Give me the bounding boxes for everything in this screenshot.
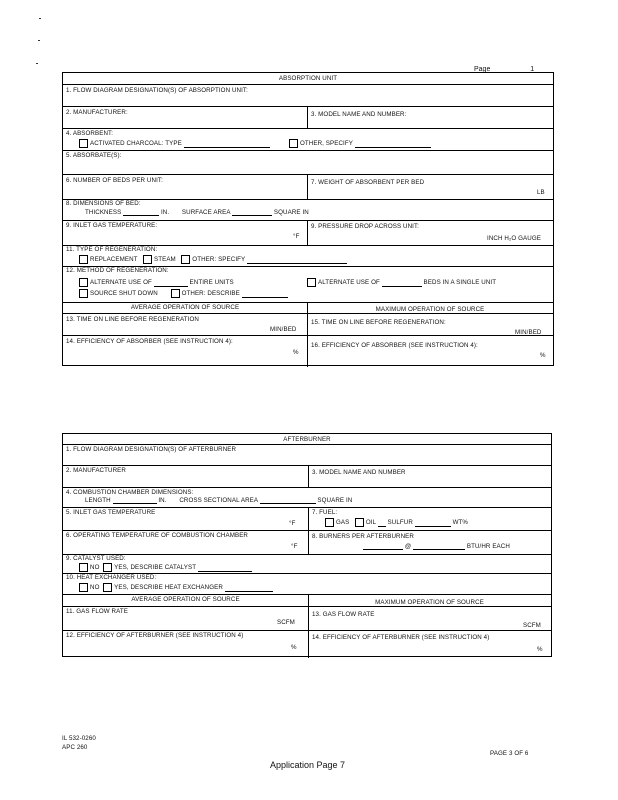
absorption-bed-dimensions: 8. DIMENSIONS OF BED: (66, 200, 141, 207)
sulfur-label: SULFUR (387, 519, 413, 527)
heat-exchanger-yes-checkbox[interactable] (103, 583, 112, 592)
form-number: IL 532-0260 (62, 735, 96, 742)
burners-count-input[interactable] (363, 543, 403, 550)
absorption-inlet-temp[interactable]: 9. INLET GAS TEMPERATURE: (66, 222, 158, 229)
alternate-units-label: ALTERNATE USE OF (90, 279, 152, 287)
max-time-unit: MIN/BED (515, 329, 542, 336)
afterburner-title: AFTERBURNER (283, 436, 331, 443)
absorbent-other-input[interactable] (355, 141, 431, 148)
catalyst-yes-checkbox[interactable] (103, 563, 112, 572)
scan-speck (39, 18, 41, 19)
method-other-checkbox[interactable] (171, 289, 180, 298)
afterburner-form (62, 433, 552, 657)
absorption-manufacturer[interactable]: 2. MANUFACTURER: (66, 109, 128, 116)
absorption-regeneration-type: 11. TYPE OF REGENERATION: (66, 246, 158, 253)
replacement-checkbox[interactable] (79, 255, 88, 264)
fuel-gas-label: GAS (336, 519, 350, 527)
absorption-absorbent: 4. ABSORBENT: (66, 130, 114, 137)
afterburner-field-1[interactable]: 1. FLOW DIAGRAM DESIGNATION(S) OF AFTERBURNER (66, 446, 237, 453)
absorption-avg-time-online[interactable]: 13. TIME ON LINE BEFORE REGENERATION (66, 316, 199, 323)
avg-efficiency-unit: % (293, 349, 299, 356)
avg-time-unit: MIN/BED (270, 326, 297, 333)
afterburner-model[interactable]: 3. MODEL NAME AND NUMBER (312, 469, 406, 476)
bed-dimensions-row (85, 209, 309, 216)
afterburner-max-efficiency-unit: % (537, 646, 543, 653)
operating-temp-unit: °F (291, 543, 298, 550)
burners-btu-input[interactable] (413, 543, 465, 550)
steam-checkbox[interactable] (143, 255, 152, 264)
afterburner-heat-exchanger: 10. HEAT EXCHANGER USED: (66, 574, 157, 581)
shutdown-row (79, 289, 288, 298)
absorption-max-efficiency[interactable]: 16. EFFICIENCY OF ABSORBER (SEE INSTRUCTION 4): (311, 342, 478, 349)
alternate-beds-label: ALTERNATE USE OF (318, 279, 380, 287)
steam-label: STEAM (153, 256, 176, 264)
max-efficiency-unit: % (540, 352, 546, 359)
absorption-absorbate[interactable]: 5. ABSORBATE(S): (66, 152, 122, 159)
scan-speck (38, 40, 40, 41)
surface-area-unit: SQUARE IN (273, 209, 309, 216)
regeneration-other-label: OTHER: SPECIFY (192, 256, 246, 264)
length-unit: IN. (158, 497, 167, 504)
afterburner-manufacturer[interactable]: 2. MANUFACTURER (66, 467, 126, 474)
activated-charcoal-checkbox[interactable] (79, 139, 88, 148)
afterburner-inlet-temp-unit: °F (289, 520, 296, 527)
regeneration-other-checkbox[interactable] (181, 255, 190, 264)
catalyst-no-label: NO (90, 564, 100, 572)
afterburner-burners[interactable]: 8. BURNERS PER AFTERBURNER (312, 533, 414, 540)
burners-btu-unit: BTU/HR EACH (466, 543, 510, 550)
surface-area-input[interactable] (232, 209, 272, 216)
burners-row (363, 543, 510, 550)
heat-exchanger-row (79, 583, 273, 592)
afterburner-avg-gas-flow[interactable]: 11. GAS FLOW RATE (66, 608, 128, 615)
absorbent-charcoal-row (79, 139, 270, 148)
afterburner-avg-efficiency[interactable]: 12. EFFICIENCY OF AFTERBURNER (SEE INSTRUCTION 4) (66, 632, 244, 639)
chamber-dimensions-row (85, 497, 352, 504)
regeneration-type-row (79, 255, 347, 264)
surface-area-label: SURFACE AREA (181, 209, 231, 216)
absorption-field-1[interactable]: 1. FLOW DIAGRAM DESIGNATION(S) OF ABSORPTION UNIT: (66, 87, 248, 94)
heat-exchanger-no-label: NO (90, 584, 100, 592)
apc-number: APC 260 (62, 744, 88, 751)
inlet-temp-unit: °F (293, 233, 300, 240)
application-page-label: Application Page 7 (270, 760, 346, 770)
afterburner-avg-efficiency-unit: % (291, 644, 297, 651)
absorption-avg-header: AVERAGE OPERATION OF SOURCE (130, 304, 240, 311)
thickness-label: THICKNESS (85, 209, 122, 216)
afterburner-catalyst: 9. CATALYST USED: (66, 555, 126, 562)
avg-gas-flow-unit: SCFM (277, 619, 295, 626)
beds-single-unit-label: BEDS IN A SINGLE UNIT (423, 279, 497, 287)
afterburner-chamber-dimensions: 4. COMBUSTION CHAMBER DIMENSIONS: (66, 489, 194, 496)
heat-exchanger-yes-label: YES, DESCRIBE HEAT EXCHANGER (114, 584, 223, 592)
source-shutdown-checkbox[interactable] (79, 289, 88, 298)
charcoal-type-input[interactable] (184, 141, 270, 148)
alternate-beds-row (307, 278, 496, 287)
absorption-max-header: MAXIMUM OPERATION OF SOURCE (375, 306, 485, 313)
absorption-model[interactable]: 3. MODEL NAME AND NUMBER: (311, 111, 407, 118)
sulfur-input[interactable] (415, 520, 451, 527)
alternate-beds-input[interactable] (382, 280, 422, 287)
heat-exchanger-describe-input[interactable] (225, 585, 273, 592)
absorbent-other-label: OTHER, SPECIFY (300, 140, 353, 148)
fuel-row (325, 518, 468, 527)
absorption-weight-per-bed[interactable]: 7. WEIGHT OF ABSORBENT PER BED (311, 179, 425, 186)
burners-at-label: @ (404, 543, 412, 550)
afterburner-operating-temp[interactable]: 6. OPERATING TEMPERATURE OF COMBUSTION CHAMBER (66, 532, 248, 539)
pressure-drop-unit: INCH H₂O GAUGE (487, 235, 541, 242)
heat-exchanger-no-checkbox[interactable] (79, 583, 88, 592)
oil-input[interactable] (378, 520, 386, 527)
afterburner-fuel: 7. FUEL: (312, 509, 338, 516)
sulfur-unit: WT% (452, 519, 468, 527)
thickness-input[interactable] (123, 209, 159, 216)
method-other-input[interactable] (242, 291, 288, 298)
cross-area-unit: SQUARE IN (317, 497, 353, 504)
catalyst-no-checkbox[interactable] (79, 563, 88, 572)
afterburner-max-header: MAXIMUM OPERATION OF SOURCE (375, 599, 484, 606)
alternate-beds-checkbox[interactable] (307, 278, 316, 287)
page-number-value: 1 (530, 66, 535, 73)
page-of-label: PAGE 3 OF 6 (490, 750, 529, 757)
fuel-gas-checkbox[interactable] (325, 518, 334, 527)
max-gas-flow-unit: SCFM (523, 622, 541, 629)
catalyst-row (79, 563, 252, 572)
absorption-unit-form (62, 72, 554, 366)
alternate-units-input[interactable] (154, 280, 188, 287)
length-label: LENGTH (85, 497, 111, 504)
absorption-avg-efficiency[interactable]: 14. EFFICIENCY OF ABSORBER (SEE INSTRUCTION 4): (66, 338, 233, 345)
cross-area-label: CROSS SECTIONAL AREA (179, 497, 258, 504)
catalyst-describe-input[interactable] (198, 565, 252, 572)
weight-unit-lb: LB (537, 189, 545, 196)
absorption-beds-per-unit[interactable]: 6. NUMBER OF BEDS PER UNIT: (66, 177, 163, 184)
cross-area-input[interactable] (260, 497, 316, 504)
regeneration-other-input[interactable] (247, 257, 347, 264)
method-other-label: OTHER: DESCRIBE (181, 290, 240, 298)
length-input[interactable] (113, 497, 157, 504)
afterburner-max-gas-flow[interactable]: 13. GAS FLOW RATE (312, 611, 375, 618)
page-label: Page (474, 66, 491, 73)
replacement-label: REPLACEMENT (90, 256, 138, 264)
fuel-oil-checkbox[interactable] (355, 518, 364, 527)
scan-speck (36, 63, 38, 64)
alternate-units-checkbox[interactable] (79, 278, 88, 287)
fuel-oil-label: OIL (365, 519, 376, 527)
alternate-units-row (79, 278, 234, 287)
absorption-title: ABSORPTION UNIT (278, 75, 338, 82)
absorption-pressure-drop[interactable]: 9. PRESSURE DROP ACROSS UNIT: (311, 223, 419, 230)
absorption-regeneration-method: 12. METHOD OF REGENERATION: (66, 267, 169, 274)
entire-units-label: ENTIRE UNITS (189, 279, 234, 287)
absorbent-other-checkbox[interactable] (289, 139, 298, 148)
thickness-unit: IN. (160, 209, 170, 216)
source-shutdown-label: SOURCE SHUT DOWN (90, 290, 158, 298)
activated-charcoal-label: ACTIVATED CHARCOAL: TYPE (90, 140, 182, 148)
afterburner-inlet-temp[interactable]: 5. INLET GAS TEMPERATURE (66, 509, 156, 516)
afterburner-avg-header: AVERAGE OPERATION OF SOURCE (131, 596, 240, 603)
catalyst-yes-label: YES, DESCRIBE CATALYST (114, 564, 196, 572)
absorbent-other-row (289, 139, 431, 148)
absorption-max-time-online[interactable]: 15. TIME ON LINE BEFORE REGENERATION: (311, 319, 446, 326)
afterburner-max-efficiency[interactable]: 14. EFFICIENCY OF AFTERBURNER (SEE INSTRUCTION 4) (312, 634, 490, 641)
